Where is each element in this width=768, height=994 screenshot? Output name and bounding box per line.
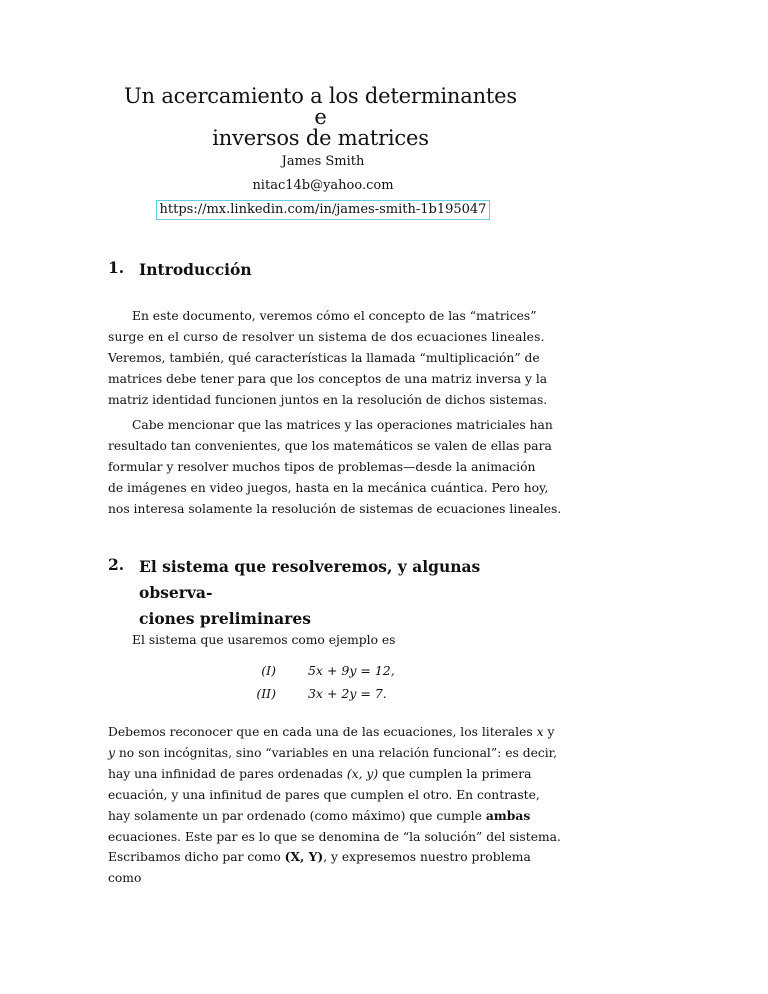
section-2-paragraph: Debemos reconocer que en cada una de las ecuaciones, los literales x y y no son incógnitas, sino “variables en una relación funcional”: es decir, hay una infinidad de pares ordenadas (x, y) que cumplen la primera ecuación, y una infinitud de pares que cumplen el otro. En contraste, hay solamente un par ordenado (como máximo) que cumple ambas ecuaciones. Este par es lo que se denomina de “la solución” del sistema. Escribamos dicho par como (X, Y), y expresemos nuestro problema como	[108, 725, 561, 886]
title-line-2: inversos de matrices	[212, 126, 429, 150]
equation-1-expr: 5x + 9y = 12,	[307, 663, 395, 678]
document-title	[118, 86, 523, 149]
title-line-1: Un acercamiento a los determinantes e	[124, 84, 517, 129]
equation-1	[236, 663, 395, 678]
section-1-paragraph-2: Cabe mencionar que las matrices y las operaciones matriciales han resultado tan convenientes, que los matemáticos se valen de ellas para formular y resolver muchos tipos de problemas—desde la animación de imágenes en video juegos, hasta en la mecánica cuántica. Pero hoy, nos interesa solamente la resolución de sistemas de ecuaciones lineales.	[108, 418, 562, 516]
section-2-title: El sistema que resolveremos, y algunas observa- ciones preliminares	[139, 557, 481, 628]
author-email: nitac14b@yahoo.com	[252, 178, 394, 193]
linkedin-link[interactable]: https://mx.linkedin.com/in/james-smith-1b195047	[156, 200, 491, 220]
section-2-number: 2.	[108, 555, 125, 574]
section-2-intro: El sistema que usaremos como ejemplo es	[132, 633, 396, 647]
section-1-number: 1.	[108, 258, 125, 277]
author-name: James Smith	[281, 154, 365, 169]
section-1-paragraph-1: En este documento, veremos cómo el concepto de las “matrices” surge en el curso de resolver un sistema de dos ecuaciones lineales. Veremos, también, qué características la llamada “multiplicación” de matrices debe tener para que los conceptos de una matriz inversa y la matriz identidad funcionen juntos en la resolución de dichos sistemas.	[108, 309, 548, 407]
author-block	[108, 150, 538, 222]
equation-2	[236, 686, 387, 701]
equation-1-tag: (I)	[261, 663, 276, 678]
equation-2-expr: 3x + 2y = 7.	[307, 686, 387, 701]
section-1-title: Introducción	[139, 260, 252, 279]
equation-2-tag: (II)	[256, 686, 276, 701]
